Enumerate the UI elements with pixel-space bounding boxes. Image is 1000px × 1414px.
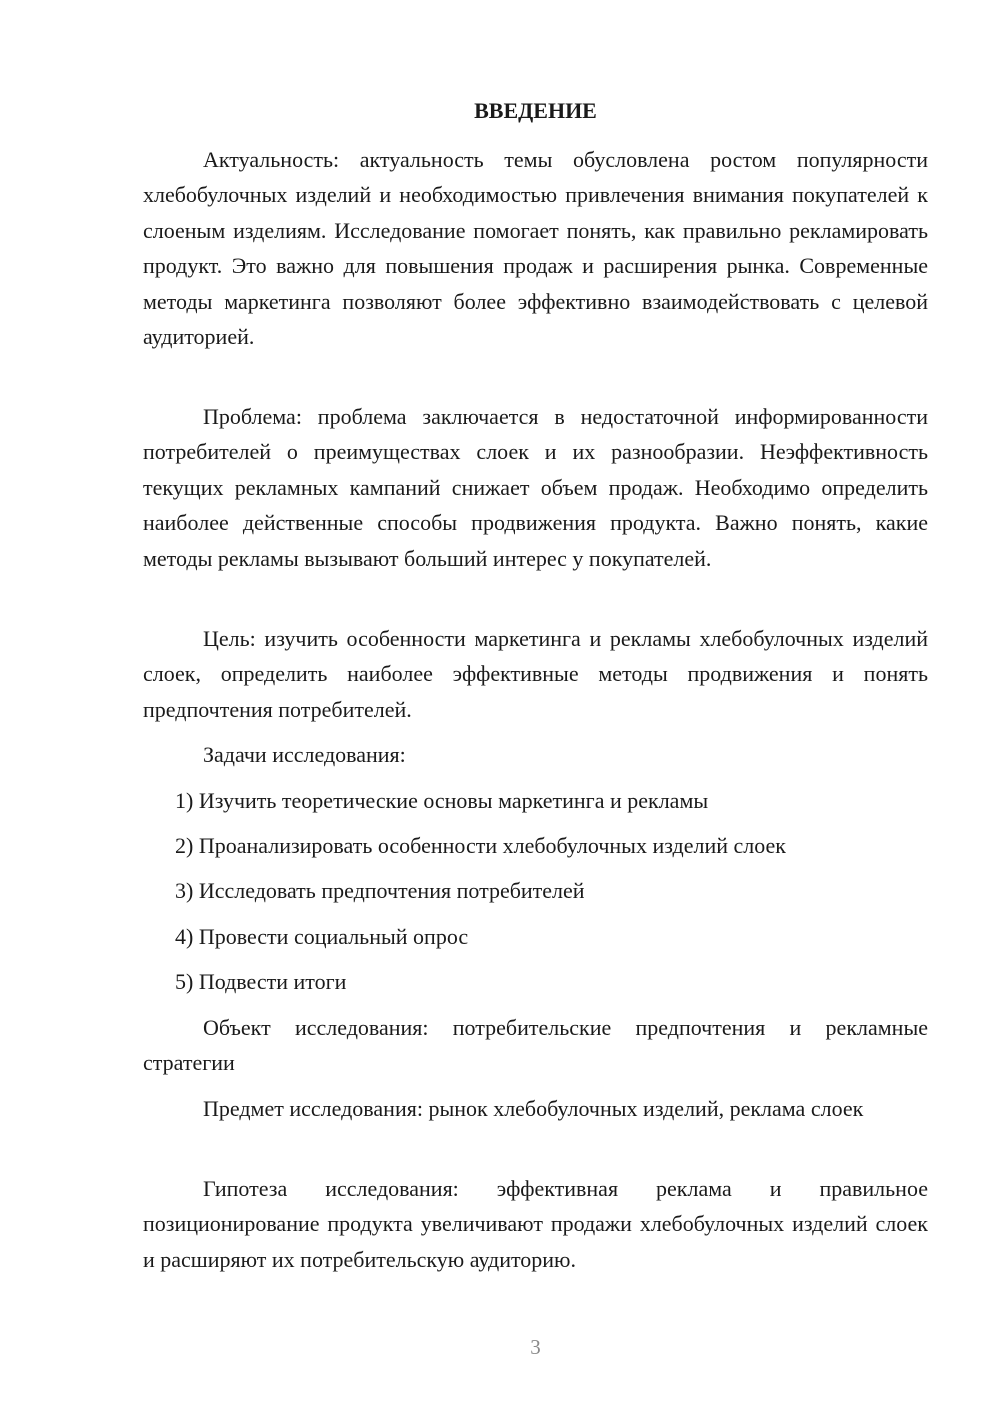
- subject-paragraph: Предмет исследования: рынок хлебобулочных изделий, реклама слоек: [203, 1096, 864, 1121]
- task-item-3: 3) Исследовать предпочтения потребителей: [175, 878, 585, 903]
- relevance-paragraph: Актуальность: актуальность темы обусловлена ростом популярности хлебобулочных изделий и необходимостью привлечения внимания покупателей к слоеным изделиям. Исследование помогает понять, как правильно рекламировать продукт. Это важно для повышения продаж и расширения рынка. Современные методы маркетинга позволяют более эффективно взаимодействовать с целевой аудиторией.: [143, 147, 928, 350]
- page-number: 3: [530, 1335, 541, 1359]
- object-paragraph: Объект исследования: потребительские предпочтения и рекламные стратегии: [143, 1015, 928, 1076]
- task-item-4: 4) Провести социальный опрос: [175, 924, 469, 949]
- task-item-2: 2) Проанализировать особенности хлебобулочных изделий слоек: [175, 833, 786, 858]
- page-title: ВВЕДЕНИЕ: [474, 98, 597, 123]
- task-item-5: 5) Подвести итоги: [175, 969, 347, 994]
- task-item-1: 1) Изучить теоретические основы маркетинга и рекламы: [175, 788, 709, 813]
- tasks-heading: Задачи исследования:: [203, 742, 406, 767]
- goal-paragraph: Цель: изучить особенности маркетинга и рекламы хлебобулочных изделий слоек, определить наиболее эффективные методы продвижения и понять предпочтения потребителей.: [143, 626, 928, 722]
- problem-paragraph: Проблема: проблема заключается в недостаточной информированности потребителей о преимуществах слоек и их разнообразии. Неэффективность текущих рекламных кампаний снижает объем продаж. Необходимо определить наиболее действенные способы продвижения продукта. Важно понять, какие методы рекламы вызывают больший интерес у покупателей.: [143, 404, 928, 571]
- hypothesis-paragraph: Гипотеза исследования: эффективная реклама и правильное позиционирование продукта увеличивают продажи хлебобулочных изделий слоек и расширяют их потребительскую аудиторию.: [143, 1176, 928, 1272]
